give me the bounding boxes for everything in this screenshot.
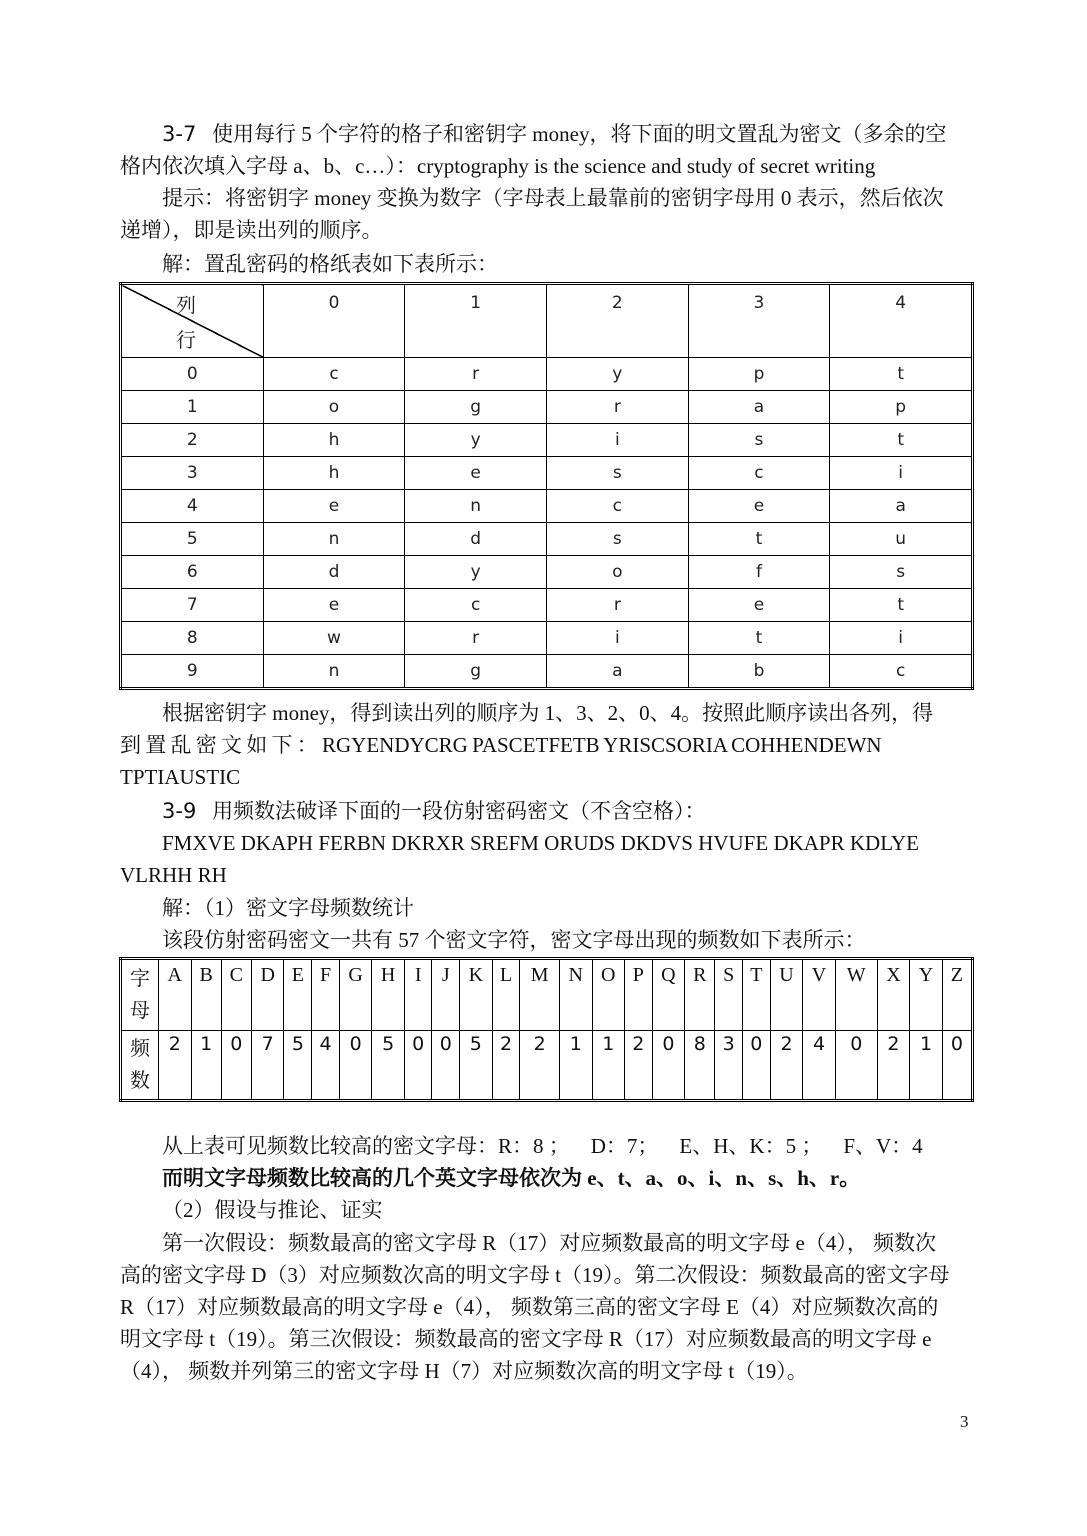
- grid-cell: p: [830, 391, 973, 424]
- frequency-count-cell: 0: [942, 1031, 972, 1101]
- problem-3-7: [120, 118, 975, 182]
- step1-heading: 解：（1）密文字母频数统计: [162, 896, 414, 920]
- frequency-letter-cell: V: [803, 959, 836, 1031]
- problem-3-9: [120, 795, 975, 891]
- frequency-count-cell: 4: [803, 1031, 836, 1101]
- grid-cell: e: [688, 589, 830, 622]
- grid-row: [121, 457, 973, 490]
- frequency-letter-cell: X: [877, 959, 910, 1031]
- frequency-count-cell: 0: [835, 1031, 877, 1101]
- grid-cell: t: [688, 523, 830, 556]
- grid-cell: d: [405, 523, 547, 556]
- problem-label: 3-9: [162, 799, 197, 823]
- frequency-letter-cell: M: [520, 959, 560, 1031]
- grid-header-row: [121, 284, 973, 358]
- grid-cell: y: [405, 424, 547, 457]
- grid-cell: b: [688, 655, 830, 689]
- grid-cell: y: [546, 358, 688, 391]
- frequency-letter-cell: Z: [942, 959, 972, 1031]
- frequency-letter-cell: I: [404, 959, 432, 1031]
- frequency-letter-cell: F: [312, 959, 340, 1031]
- grid-cell: h: [263, 457, 405, 490]
- hint-line2: 递增），即是读出列的顺序。: [120, 218, 383, 242]
- frequency-letter-cell: D: [251, 959, 284, 1031]
- frequency-letter-cell: R: [685, 959, 715, 1031]
- step1-description: 该段仿射密码密文一共有 57 个密文字符，密文字母出现的频数如下表所示：: [162, 928, 866, 952]
- grid-cell: s: [688, 424, 830, 457]
- grid-cell: s: [830, 556, 973, 589]
- grid-row: [121, 358, 973, 391]
- frequency-count-cell: 2: [492, 1031, 520, 1101]
- grid-cell: t: [688, 622, 830, 655]
- grid-cell: h: [263, 424, 405, 457]
- frequency-letter-cell: Q: [652, 959, 685, 1031]
- frequency-letter-row: [121, 959, 973, 1031]
- row-label: 行: [176, 330, 196, 352]
- grid-row: [121, 391, 973, 424]
- grid-cell: r: [405, 358, 547, 391]
- problem-text: 用频数法破译下面的一段仿射密码密文（不含空格）：: [212, 799, 706, 823]
- hypothesis-line4: 明文字母 t（19）。第三次假设：频数最高的密文字母 R（17）对应频数最高的明文字母 e: [120, 1327, 932, 1351]
- grid-cell: g: [405, 655, 547, 689]
- frequency-count-cell: 5: [460, 1031, 493, 1101]
- grid-row: [121, 589, 973, 622]
- grid-cell: r: [546, 589, 688, 622]
- hint-line1: 提示：将密钥字 money 变换为数字（字母表上最靠前的密钥字母用 0 表示，然后依次: [162, 186, 944, 210]
- grid-row-index: 0: [121, 358, 264, 391]
- frequency-count-cell: 0: [339, 1031, 372, 1101]
- grid-cell: r: [405, 622, 547, 655]
- frequency-count-cell: 0: [652, 1031, 685, 1101]
- ciphertext-line2: VLRHH RH: [120, 863, 227, 887]
- analysis-line1: 从上表可见频数比较高的密文字母：R：8 ； D：7； E、H、K：5 ； F、V：4: [162, 1134, 923, 1158]
- transposition-grid-table: [119, 282, 974, 690]
- frequency-count-cell: 5: [372, 1031, 405, 1101]
- grid-cell: i: [546, 622, 688, 655]
- grid-col-header: 4: [830, 284, 973, 358]
- frequency-count-cell: 0: [404, 1031, 432, 1101]
- frequency-letter-cell: O: [592, 959, 625, 1031]
- frequency-letter-cell: E: [284, 959, 312, 1031]
- grid-row-index: 8: [121, 622, 264, 655]
- frequency-letter-cell: W: [835, 959, 877, 1031]
- frequency-table: [119, 957, 974, 1102]
- grid-cell: t: [830, 589, 973, 622]
- frequency-letter-cell: Y: [910, 959, 943, 1031]
- grid-row-index: 7: [121, 589, 264, 622]
- grid-cell: a: [688, 391, 830, 424]
- grid-col-header: 2: [546, 284, 688, 358]
- frequency-count-row: [121, 1031, 973, 1101]
- grid-cell: w: [263, 622, 405, 655]
- problem-label: 3-7: [162, 122, 197, 146]
- grid-cell: t: [830, 424, 973, 457]
- hypothesis-paragraph: [120, 1227, 975, 1387]
- frequency-letter-cell: P: [625, 959, 653, 1031]
- frequency-letter-cell: C: [221, 959, 251, 1031]
- grid-cell: o: [546, 556, 688, 589]
- grid-cell: p: [688, 358, 830, 391]
- frequency-letter-cell: J: [432, 959, 460, 1031]
- grid-cell: e: [263, 490, 405, 523]
- grid-row-index: 9: [121, 655, 264, 689]
- grid-cell: a: [546, 655, 688, 689]
- grid-cell: c: [830, 655, 973, 689]
- ciphertext-line1: FMXVE DKAPH FERBN DKRXR SREFM ORUDS DKDVS HVUFE DKAPR KDLYE: [162, 831, 919, 855]
- frequency-letter-cell: S: [715, 959, 743, 1031]
- frequency-count-cell: 2: [770, 1031, 803, 1101]
- grid-cell: n: [405, 490, 547, 523]
- grid-cell: s: [546, 457, 688, 490]
- grid-cell: i: [830, 622, 973, 655]
- frequency-letter-cell: K: [460, 959, 493, 1031]
- result-line2: 到 置 乱 密 文 如 下 ： RGYENDYCRG PASCETFETB YRISCSORIA COHHENDEWN: [120, 733, 882, 757]
- step2-heading: （2）假设与推论、证实: [162, 1198, 383, 1222]
- grid-row-index: 4: [121, 490, 264, 523]
- frequency-letter-cell: L: [492, 959, 520, 1031]
- hypothesis-line3: R（17）对应频数最高的明文字母 e（4）， 频数第三高的密文字母 E（4）对应频数次高的: [120, 1295, 939, 1319]
- grid-corner-cell: [121, 284, 264, 358]
- grid-cell: n: [263, 655, 405, 689]
- analysis-line2: 而明文字母频数比较高的几个英文字母依次为 e、t、a、o、i、n、s、h、r。: [162, 1166, 861, 1190]
- frequency-count-cell: 0: [432, 1031, 460, 1101]
- frequency-letter-cell: N: [559, 959, 592, 1031]
- problem-text-line2: 格内依次填入字母 a、b、c…）：cryptography is the science and study of secret writing: [120, 154, 876, 178]
- grid-row-index: 1: [121, 391, 264, 424]
- grid-cell: u: [830, 523, 973, 556]
- hypothesis-line2: 高的密文字母 D（3）对应频数次高的明文字母 t（19）。第二次假设：频数最高的密文字母: [120, 1263, 950, 1287]
- grid-cell: y: [405, 556, 547, 589]
- frequency-count-cell: 7: [251, 1031, 284, 1101]
- grid-cell: i: [546, 424, 688, 457]
- frequency-count-cell: 8: [685, 1031, 715, 1101]
- grid-cell: c: [546, 490, 688, 523]
- frequency-letter-cell: A: [159, 959, 192, 1031]
- grid-cell: f: [688, 556, 830, 589]
- frequency-letter-cell: G: [339, 959, 372, 1031]
- grid-cell: e: [263, 589, 405, 622]
- analysis-paragraph: [120, 1130, 975, 1194]
- frequency-count-cell: 4: [312, 1031, 340, 1101]
- result-paragraph: [120, 697, 975, 793]
- grid-row: [121, 424, 973, 457]
- frequency-count-cell: 1: [191, 1031, 221, 1101]
- page-number: 3: [960, 1412, 969, 1431]
- grid-row: [121, 523, 973, 556]
- grid-col-header: 1: [405, 284, 547, 358]
- frequency-count-cell: 2: [625, 1031, 653, 1101]
- grid-row-index: 3: [121, 457, 264, 490]
- frequency-count-cell: 3: [715, 1031, 743, 1101]
- grid-row: [121, 490, 973, 523]
- grid-cell: o: [263, 391, 405, 424]
- count-row-label: 频 数: [121, 1031, 159, 1101]
- grid-cell: d: [263, 556, 405, 589]
- frequency-count-cell: 1: [910, 1031, 943, 1101]
- frequency-count-cell: 2: [520, 1031, 560, 1101]
- hint-paragraph: [120, 182, 975, 246]
- grid-cell: a: [830, 490, 973, 523]
- grid-row-index: 2: [121, 424, 264, 457]
- grid-cell: c: [688, 457, 830, 490]
- result-line3: TPTIAUSTIC: [120, 765, 241, 789]
- grid-row-index: 6: [121, 556, 264, 589]
- grid-cell: g: [405, 391, 547, 424]
- grid-col-header: 0: [263, 284, 405, 358]
- grid-cell: c: [263, 358, 405, 391]
- frequency-count-cell: 0: [742, 1031, 770, 1101]
- frequency-count-cell: 2: [159, 1031, 192, 1101]
- grid-cell: e: [688, 490, 830, 523]
- grid-cell: c: [405, 589, 547, 622]
- hypothesis-line5: （4）， 频数并列第三的密文字母 H（7）对应频数次高的明文字母 t（19）。: [120, 1359, 808, 1383]
- grid-cell: i: [830, 457, 973, 490]
- grid-cell: e: [405, 457, 547, 490]
- grid-cell: t: [830, 358, 973, 391]
- grid-cell: n: [263, 523, 405, 556]
- grid-row-index: 5: [121, 523, 264, 556]
- result-line1: 根据密钥字 money，得到读出列的顺序为 1、3、2、0、4。按照此顺序读出各列，得: [162, 701, 934, 725]
- frequency-count-cell: 5: [284, 1031, 312, 1101]
- grid-row: [121, 556, 973, 589]
- frequency-letter-cell: U: [770, 959, 803, 1031]
- frequency-count-cell: 0: [221, 1031, 251, 1101]
- frequency-count-cell: 1: [592, 1031, 625, 1101]
- grid-cell: r: [546, 391, 688, 424]
- column-label: 列: [176, 295, 196, 317]
- frequency-letter-cell: H: [372, 959, 405, 1031]
- grid-row: [121, 622, 973, 655]
- frequency-count-cell: 1: [559, 1031, 592, 1101]
- grid-row: [121, 655, 973, 689]
- grid-cell: s: [546, 523, 688, 556]
- problem-text-line1: 使用每行 5 个字符的格子和密钥字 money，将下面的明文置乱为密文（多余的空: [212, 122, 947, 146]
- frequency-letter-cell: T: [742, 959, 770, 1031]
- frequency-count-cell: 2: [877, 1031, 910, 1101]
- grid-col-header: 3: [688, 284, 830, 358]
- solution-intro: 解：置乱密码的格纸表如下表所示：: [162, 252, 498, 276]
- frequency-letter-cell: B: [191, 959, 221, 1031]
- letter-row-label: 字 母: [121, 959, 159, 1031]
- hypothesis-line1: 第一次假设：频数最高的密文字母 R（17）对应频数最高的明文字母 e（4）， 频数次: [162, 1231, 937, 1255]
